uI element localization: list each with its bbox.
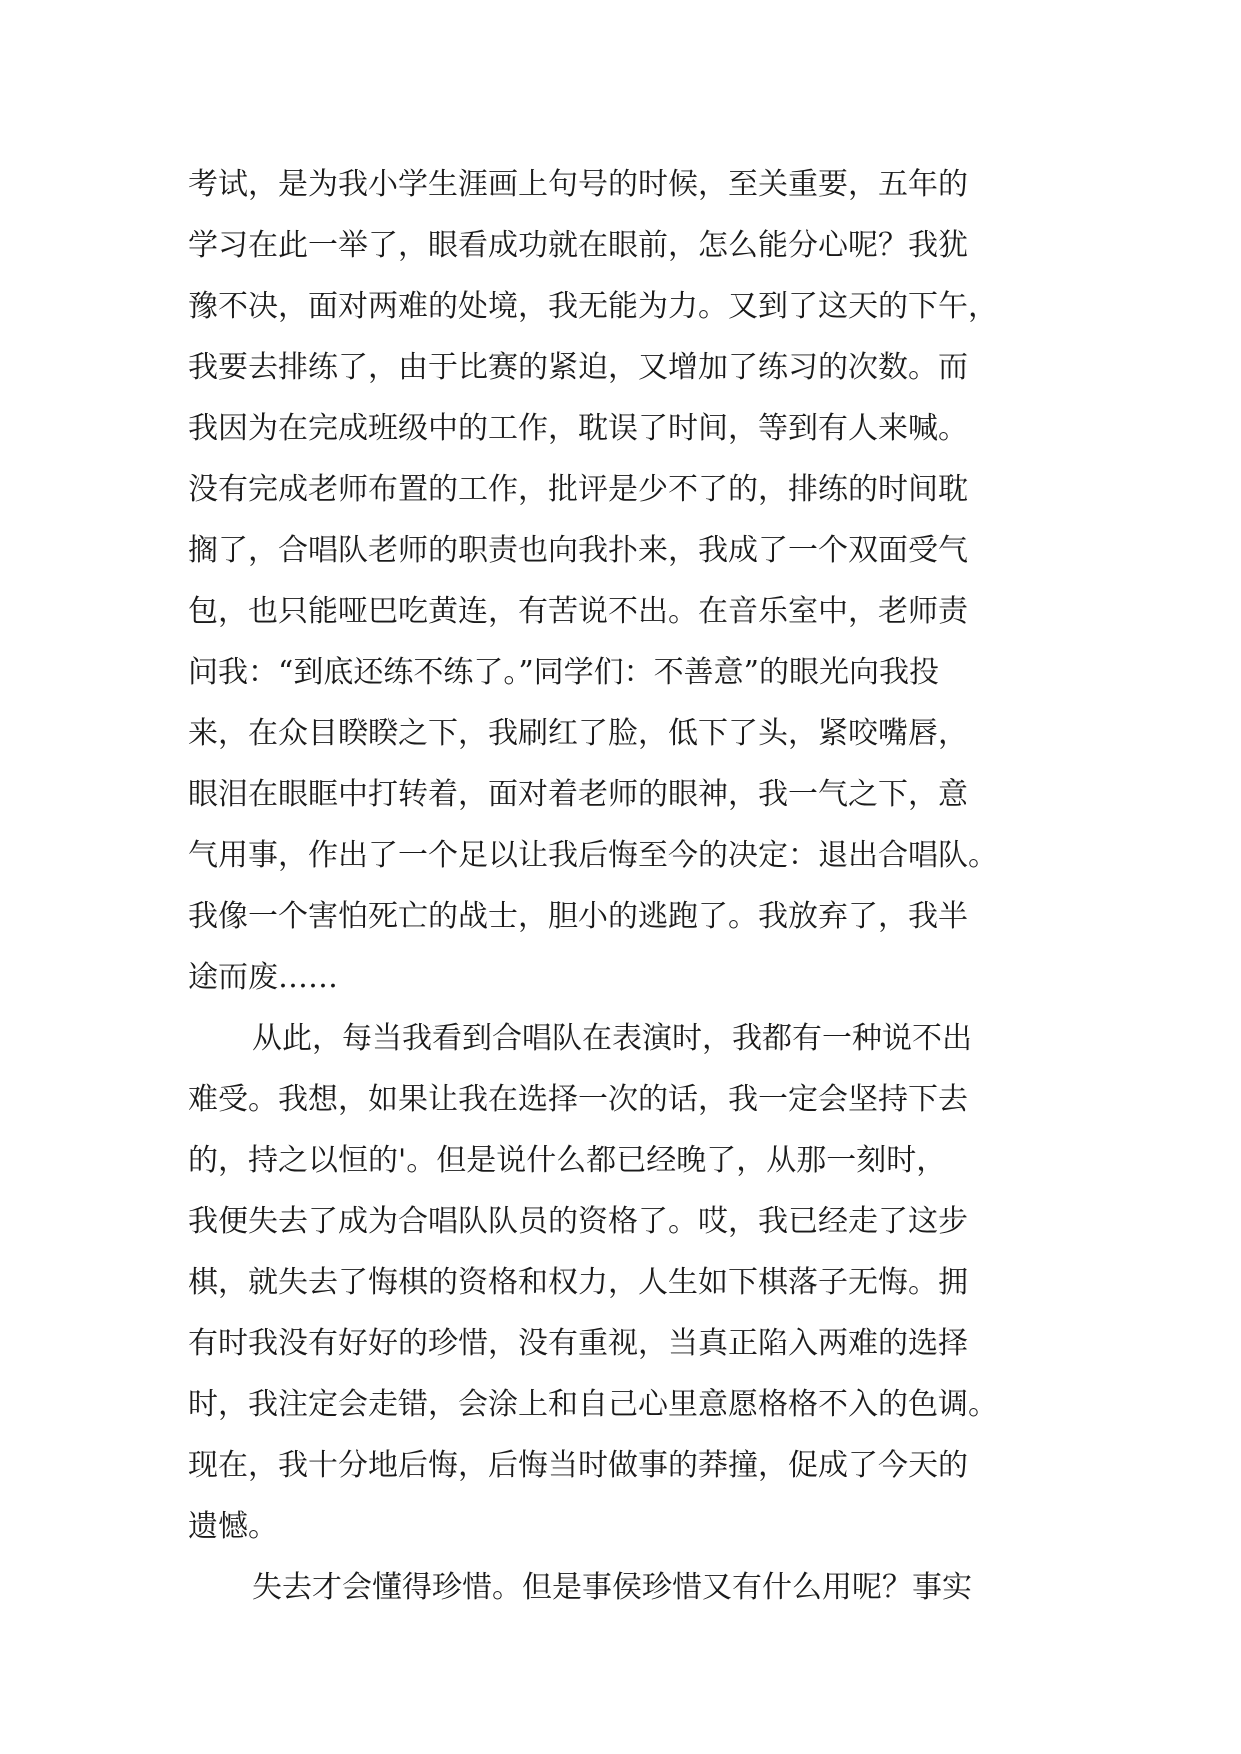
text-line: 没有完成老师布置的工作，批评是少不了的，排练的时间耽: [188, 472, 968, 507]
text-line: 搁了，合唱队老师的职责也向我扑来，我成了一个双面受气: [188, 533, 968, 568]
text-line: 失去才会懂得珍惜。但是事侯珍惜又有什么用呢？事实: [252, 1570, 972, 1605]
text-line: 途而废……: [188, 960, 338, 995]
text-line: 我像一个害怕死亡的战士，胆小的逃跑了。我放弃了，我半: [188, 899, 968, 934]
text-line: 现在，我十分地后悔，后悔当时做事的莽撞，促成了今天的: [188, 1448, 968, 1483]
body-text: [188, 154, 1058, 1618]
text-line: 难受。我想，如果让我在选择一次的话，我一定会坚持下去: [188, 1082, 968, 1117]
text-line: 包，也只能哑巴吃黄连，有苦说不出。在音乐室中，老师责: [188, 594, 968, 629]
text-line: 棋，就失去了悔棋的资格和权力，人生如下棋落子无悔。拥: [188, 1265, 968, 1300]
text-line: 来，在众目睽睽之下，我刷红了脸，低下了头，紧咬嘴唇，: [188, 716, 968, 751]
text-line: 遗憾。: [188, 1509, 278, 1544]
text-line: 我便失去了成为合唱队队员的资格了。哎，我已经走了这步: [188, 1204, 968, 1239]
text-line: 时，我注定会走错，会涂上和自己心里意愿格格不入的色调。: [188, 1387, 998, 1422]
text-line: 豫不决，面对两难的处境，我无能为力。又到了这天的下午，: [188, 289, 998, 324]
text-line: 的，持之以恒的'。但是说什么都已经晚了，从那一刻时，: [188, 1143, 947, 1178]
text-line: 气用事，作出了一个足以让我后悔至今的决定：退出合唱队。: [188, 838, 998, 873]
text-line: 学习在此一举了，眼看成功就在眼前，怎么能分心呢？我犹: [188, 228, 968, 263]
text-line: 我要去排练了，由于比赛的紧迫，又增加了练习的次数。而: [188, 350, 968, 385]
text-line: 有时我没有好好的珍惜，没有重视，当真正陷入两难的选择: [188, 1326, 968, 1361]
text-line: 考试，是为我小学生涯画上句号的时候，至关重要，五年的: [188, 167, 968, 202]
text-line: 问我：“到底还练不练了。”同学们：不善意”的眼光向我投: [188, 655, 940, 690]
text-line: 眼泪在眼眶中打转着，面对着老师的眼神，我一气之下，意: [188, 777, 968, 812]
text-line: 从此，每当我看到合唱队在表演时，我都有一种说不出: [252, 1021, 972, 1056]
text-line: 我因为在完成班级中的工作，耽误了时间，等到有人来喊。: [188, 411, 968, 446]
